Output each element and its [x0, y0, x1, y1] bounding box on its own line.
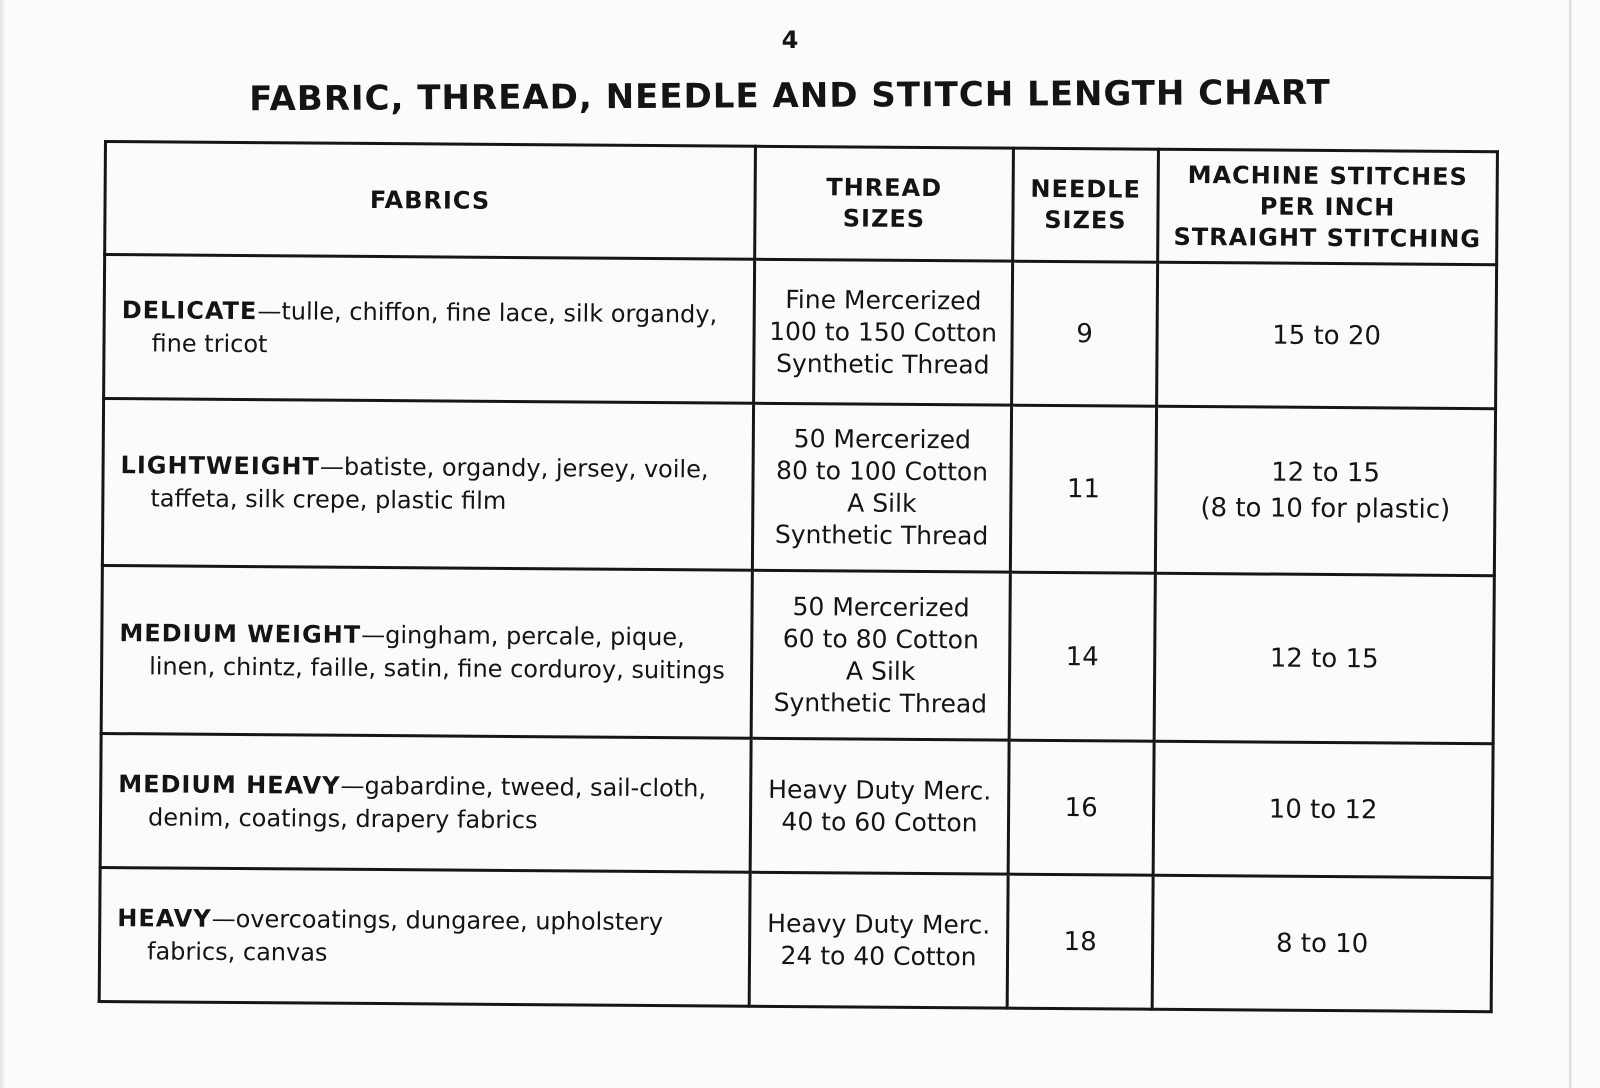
header-stitches-line2: PER INCH: [1259, 191, 1396, 221]
fabric-cell: [100, 733, 751, 872]
table-row-delicate: [104, 255, 1497, 409]
thread-cell: [754, 259, 1013, 405]
stitches-cell: [1154, 573, 1494, 743]
table-row-medium-heavy: [100, 733, 1493, 877]
thread-line: 40 to 60 Cotton: [781, 806, 978, 837]
fabric-description: —gabardine, tweed, sail-cloth, denim, coatings, drapery fabrics: [147, 771, 707, 834]
header-thread-line1: THREAD: [826, 173, 943, 203]
needle-cell: [1008, 740, 1154, 875]
stitches-value: 12 to 15: [1269, 643, 1379, 674]
header-stitches-line1: MACHINE STITCHES: [1187, 160, 1468, 191]
header-thread-line2: SIZES: [842, 204, 926, 234]
fabric-name: HEAVY: [117, 903, 212, 933]
fabric-description: —tulle, chiffon, fine lace, silk organdy, fine tricot: [151, 296, 718, 358]
stitches-value: 15 to 20: [1272, 320, 1382, 351]
thread-line: 50 Mercerized: [793, 424, 972, 455]
header-machine-stitches: [1158, 149, 1498, 264]
stitches-cell: [1157, 262, 1497, 408]
stitches-note: (8 to 10 for plastic): [1200, 493, 1451, 525]
thread-cell: [751, 570, 1010, 740]
fabric-name: MEDIUM HEAVY: [118, 769, 341, 800]
thread-cell: [749, 872, 1008, 1008]
fabric-name: DELICATE: [121, 295, 258, 325]
needle-size: 14: [1065, 641, 1099, 672]
thread-line: Heavy Duty Merc.: [768, 774, 992, 806]
header-fabrics-label: FABRICS: [369, 185, 491, 215]
table-row-medium-weight: [101, 565, 1494, 743]
stitches-cell: [1155, 406, 1495, 575]
thread-line: 24 to 40 Cotton: [780, 940, 977, 971]
header-stitches-line3: STRAIGHT STITCHING: [1173, 222, 1482, 253]
thread-line: Synthetic Thread: [776, 348, 990, 379]
fabric-description: —gingham, percale, pique, linen, chintz, faille, satin, fine corduroy, suitings: [149, 620, 725, 685]
header-needle-line1: NEEDLE: [1030, 174, 1142, 204]
table-row-lightweight: [102, 399, 1495, 576]
thread-line: Fine Mercerized: [785, 284, 982, 315]
header-fabrics: [105, 142, 756, 260]
needle-cell: [1010, 405, 1156, 573]
thread-line: Synthetic Thread: [774, 519, 989, 551]
chart-title: FABRIC, THREAD, NEEDLE AND STITCH LENGTH CHART: [249, 72, 1331, 120]
needle-size: 16: [1064, 792, 1098, 823]
stitches-value: 12 to 15: [1271, 457, 1381, 489]
fabric-name: MEDIUM WEIGHT: [119, 618, 362, 649]
thread-line: 80 to 100 Cotton: [776, 455, 989, 487]
header-thread-sizes: [755, 146, 1014, 261]
fabric-cell: [102, 399, 753, 571]
page-number: 4: [781, 26, 799, 54]
fabric-chart-table: [98, 140, 1499, 1013]
thread-line: Heavy Duty Merc.: [767, 908, 991, 940]
stitches-cell: [1152, 875, 1492, 1011]
thread-line: 100 to 150 Cotton: [769, 316, 998, 348]
fabric-cell: [99, 867, 750, 1006]
fabric-description: —overcoatings, dungaree, upholstery fabrics, canvas: [146, 904, 664, 967]
page-edge: [1569, 0, 1572, 1088]
table-row-heavy: [99, 867, 1492, 1011]
needle-cell: [1012, 261, 1158, 406]
thread-line: A Silk: [845, 655, 916, 686]
needle-cell: [1009, 572, 1155, 741]
needle-size: 18: [1063, 926, 1097, 957]
needle-cell: [1007, 874, 1153, 1009]
page-shadow-left: [0, 0, 6, 1088]
thread-cell: [750, 738, 1009, 874]
thread-cell: [752, 403, 1011, 572]
stitches-value: 8 to 10: [1275, 928, 1369, 959]
stitches-cell: [1153, 741, 1493, 877]
fabric-cell: [101, 565, 752, 738]
thread-line: Synthetic Thread: [773, 687, 988, 718]
fabric-name: LIGHTWEIGHT: [120, 451, 321, 481]
stitches-value: 10 to 12: [1268, 794, 1378, 825]
header-needle-line2: SIZES: [1044, 205, 1127, 235]
needle-size: 11: [1066, 474, 1101, 505]
fabric-description: —batiste, organdy, jersey, voile, taffeta, silk crepe, plastic film: [150, 452, 709, 515]
thread-line: 60 to 80 Cotton: [782, 623, 980, 654]
thread-line: 50 Mercerized: [792, 591, 970, 622]
thread-line: A Silk: [847, 488, 917, 518]
needle-size: 9: [1076, 318, 1093, 349]
fabric-cell: [104, 255, 755, 404]
header-needle-sizes: [1013, 148, 1159, 262]
header-row: [105, 142, 1498, 265]
